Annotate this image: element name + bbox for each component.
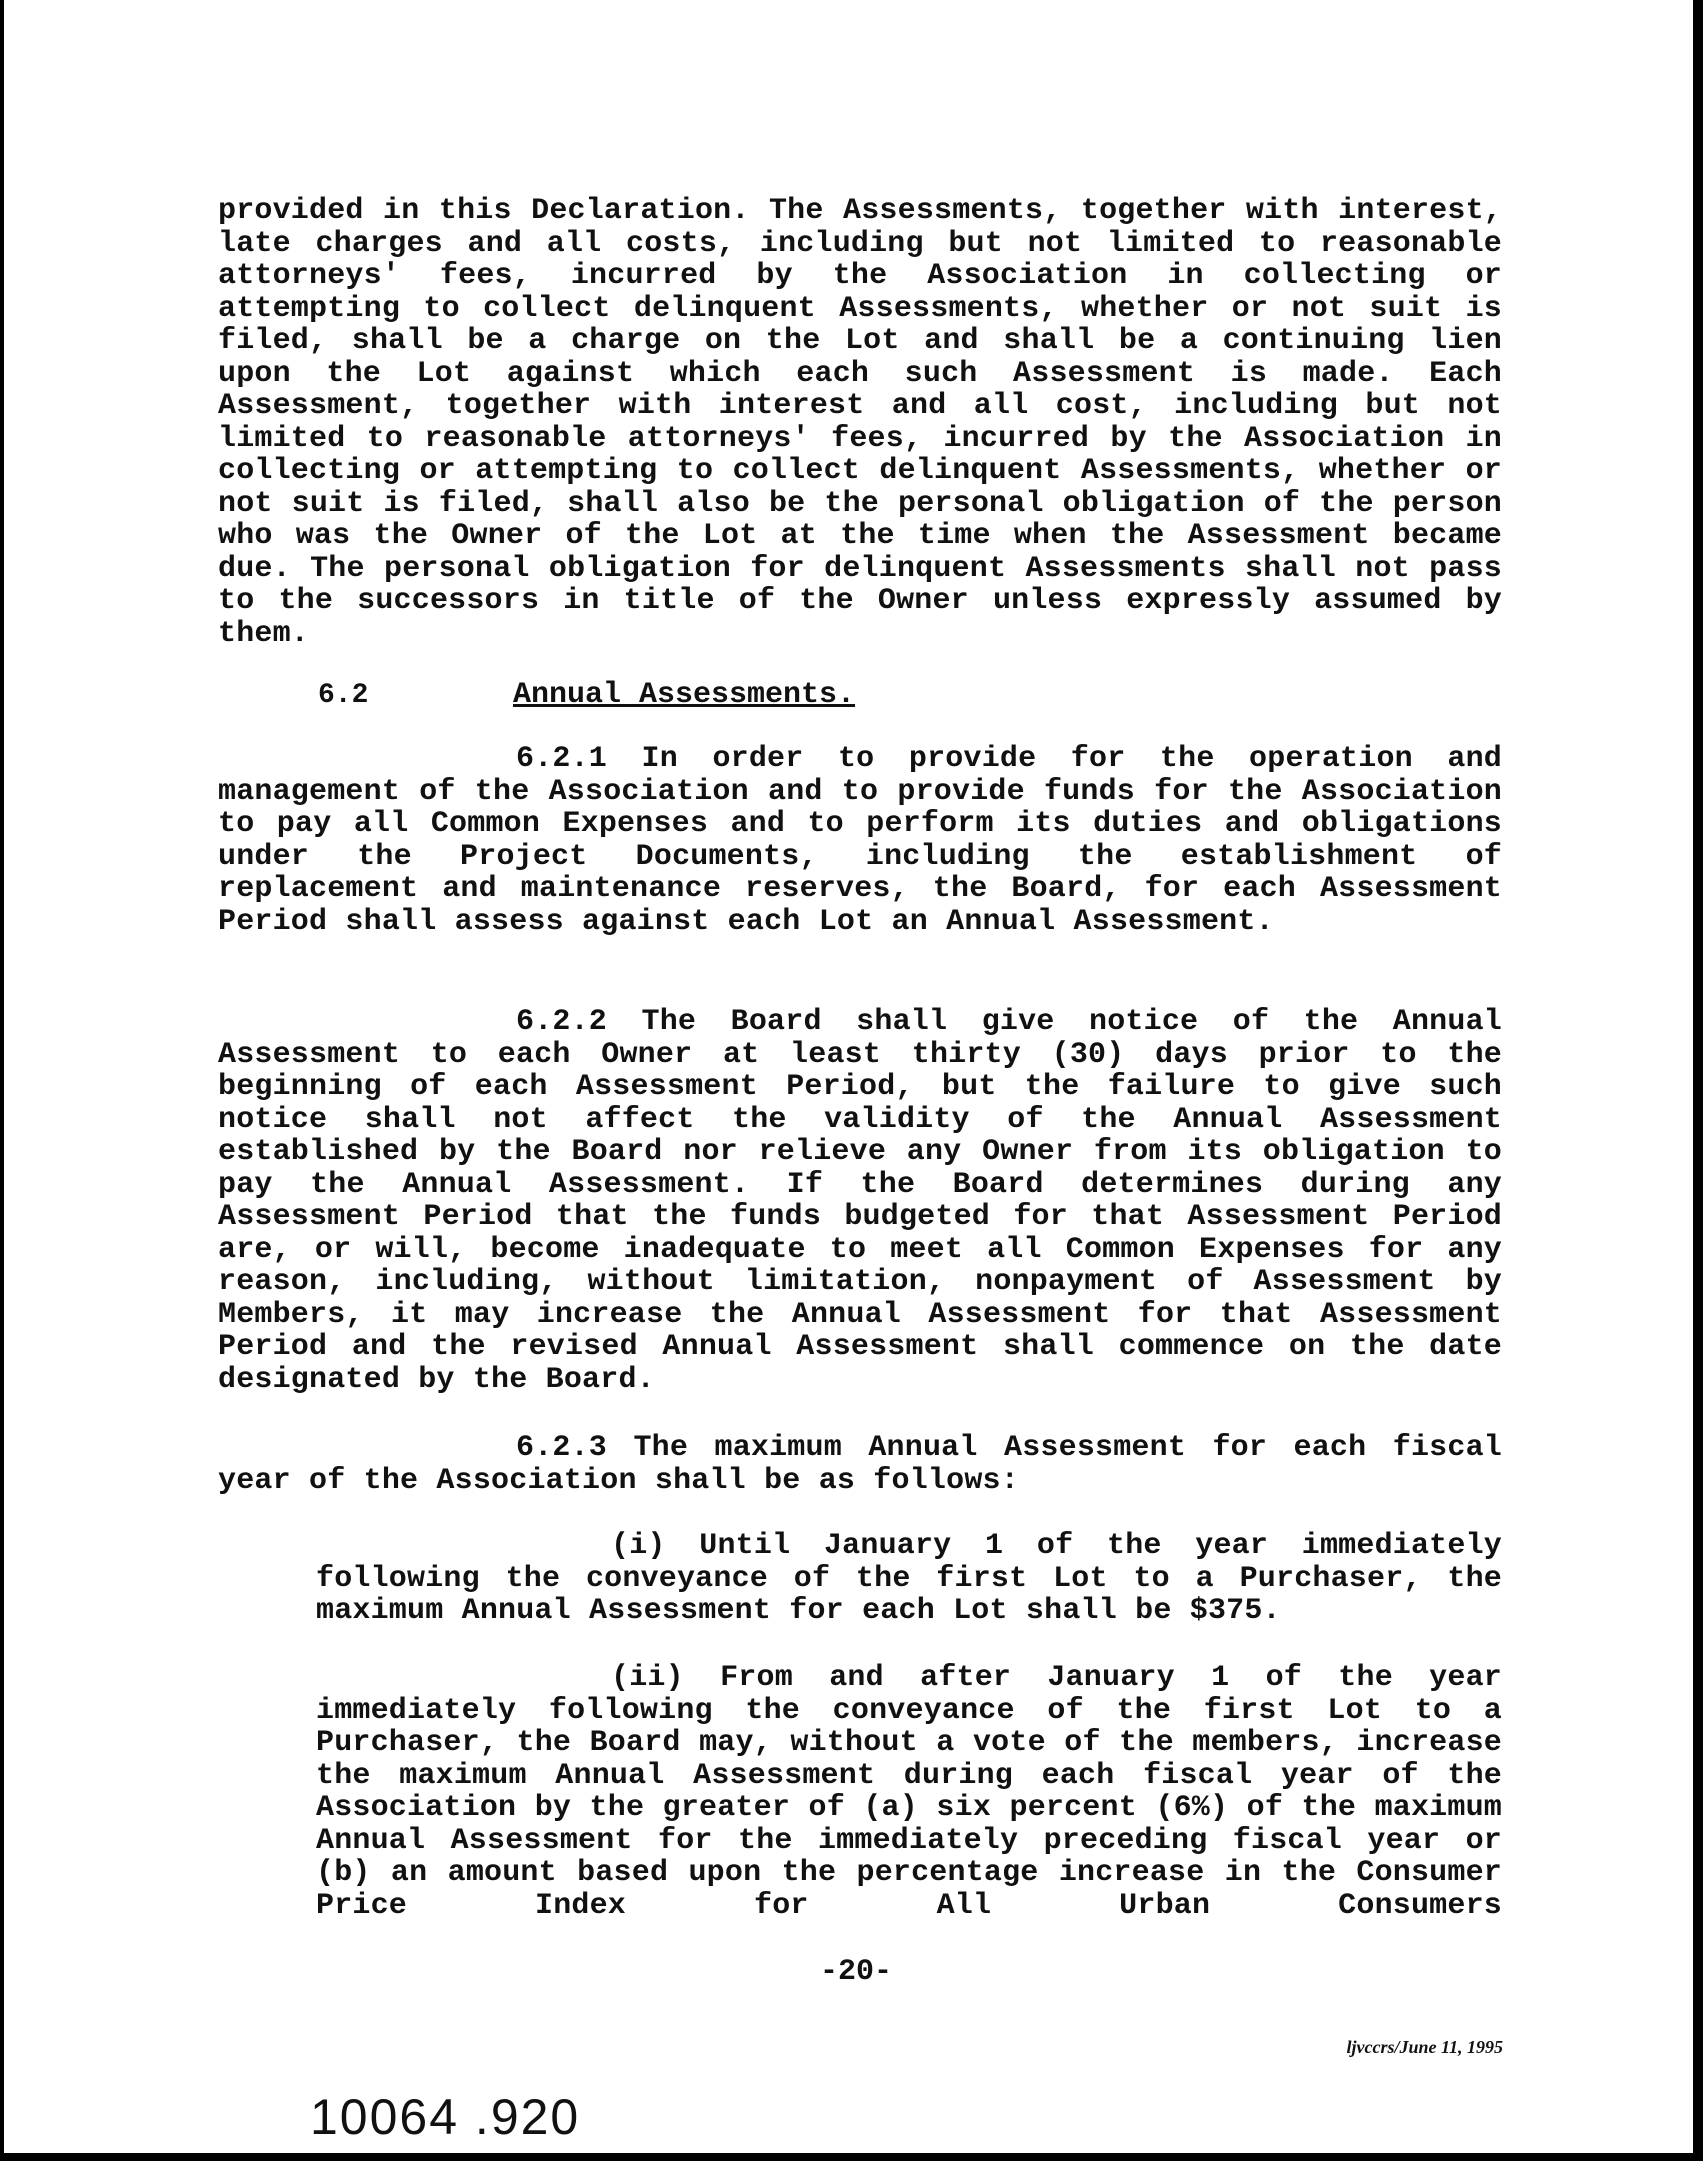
- page-number: -20-: [820, 1955, 893, 1989]
- paragraph-6-2-1: 6.2.1 In order to provide for the operation and management of the Association and to provide funds for the Association to pay all Common Expenses and to perform its duties and obligations under the Project Documents, including the establishment of replacement and maintenance reserves, the Board, for each Assessment Period shall assess against each Lot an Annual Assessment.: [218, 742, 1502, 939]
- list-item-i: (i) Until January 1 of the year immediately following the conveyance of the first Lot to a Purchaser, the maximum Annual Assessment for each Lot shall be $375.: [316, 1529, 1502, 1628]
- scan-edge-bottom: [0, 2153, 1703, 2161]
- list-item-ii: (ii) From and after January 1 of the year immediately following the conveyance of the first Lot to a Purchaser, the Board may, without a vote of the members, increase the maximum Annual Assessment during each fiscal year of the Association by the greater of (a) six percent (6%) of the maximum Annual Assessment for the immediately preceding fiscal year or (b) an amount based upon the percentage increase in the Consumer Price Index for All Urban Consumers: [316, 1661, 1502, 1923]
- footer-reference: ljvccrs/June 11, 1995: [1346, 2037, 1503, 2057]
- section-title: Annual Assessments.: [513, 678, 856, 712]
- scan-edge-left: [0, 0, 4, 2161]
- section-number: 6.2: [318, 680, 369, 711]
- paragraph-6-2-3: 6.2.3 The maximum Annual Assessment for each fiscal year of the Association shall be as follows:: [218, 1431, 1502, 1498]
- scan-edge-right: [1693, 0, 1703, 2161]
- intro-paragraph: provided in this Declaration. The Assessments, together with interest, late charges and all costs, including but not limited to reasonable attorneys' fees, incurred by the Association in collecting or attempting to collect delinquent Assessments, whether or not suit is filed, shall be a charge on the Lot and shall be a continuing lien upon the Lot against which each such Assessment is made. Each Assessment, together with interest and all cost, including but not limited to reasonable attorneys' fees, incurred by the Association in collecting or attempting to collect delinquent Assessments, whether or not suit is filed, shall also be the personal obligation of the person who was the Owner of the Lot at the time when the Assessment became due. The personal obligation for delinquent Assessments shall not pass to the successors in title of the Owner unless expressly assumed by them.: [218, 194, 1502, 651]
- document-id-stamp: 10064 .920: [310, 2089, 581, 2145]
- paragraph-6-2-2: 6.2.2 The Board shall give notice of the Annual Assessment to each Owner at least thirty (30) days prior to the beginning of each Assessment Period, but the failure to give such notice shall not affect the validity of the Annual Assessment established by the Board nor relieve any Owner from its obligation to pay the Annual Assessment. If the Board determines during any Assessment Period that the funds budgeted for that Assessment Period are, or will, become inadequate to meet all Common Expenses for any reason, including, without limitation, nonpayment of Assessment by Members, it may increase the Annual Assessment for that Assessment Period and the revised Annual Assessment shall commence on the date designated by the Board.: [218, 1005, 1502, 1397]
